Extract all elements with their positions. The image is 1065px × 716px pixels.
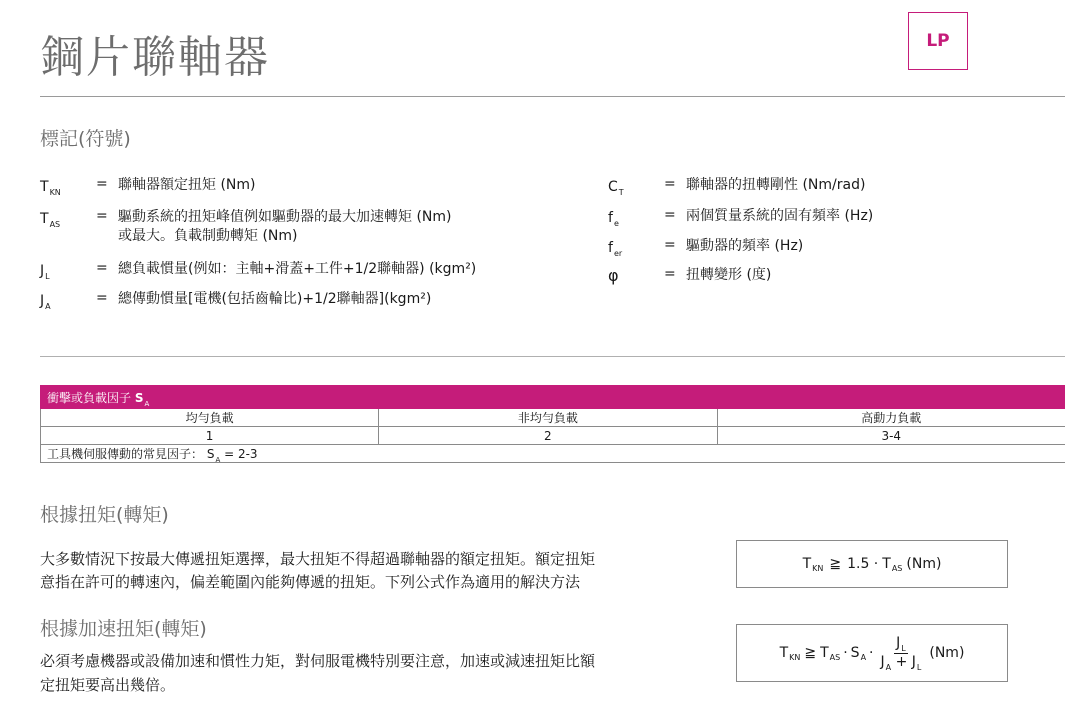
table-row xyxy=(41,427,1065,445)
formula-subscript: AS xyxy=(891,563,903,573)
symbol-subscript: e xyxy=(613,219,619,228)
symbol-definition: 總負載慣量(例如：主軸+滑蓋+工件+1/2聯軸器) (kgm²) xyxy=(118,261,477,277)
symbol-definition-cont: 或最大。負載制動轉矩 (Nm) xyxy=(118,228,298,244)
torque-paragraph-line: 大多數情況下按最大傳遞扭矩選擇，最大扭矩不得超過聯軸器的額定扭矩。額定扭矩 xyxy=(40,550,596,568)
symbol-row-jl xyxy=(40,260,50,279)
formula-subscript: A xyxy=(860,652,867,662)
table-header-cell: 高動力負載 xyxy=(717,409,1065,427)
accel-formula-box xyxy=(736,624,1008,682)
formula-subscript: L xyxy=(901,643,906,653)
note-value: = 2-3 xyxy=(224,447,258,461)
symbol: f xyxy=(608,210,613,226)
symbol-definition: 兩個質量系統的固有頻率 (Hz) xyxy=(686,208,874,224)
symbol: J xyxy=(40,263,45,279)
equals-sign: = xyxy=(664,237,676,253)
note-subscript: A xyxy=(215,456,221,464)
page-title: 鋼片聯軸器 xyxy=(40,32,270,83)
torque-formula-box xyxy=(736,540,1008,588)
accel-paragraph-line: 定扭矩要高出幾倍。 xyxy=(40,676,176,694)
formula-symbol: T xyxy=(882,556,891,572)
fraction-denominator xyxy=(881,654,922,672)
symbol-definition: 扭轉變形 (度) xyxy=(686,267,772,283)
symbol-row-ja xyxy=(40,290,51,309)
symbol-subscript: A xyxy=(45,302,51,311)
note-symbol: S xyxy=(206,447,215,461)
symbol-subscript: L xyxy=(45,272,50,281)
formula-factor: 1.5 · xyxy=(847,556,879,572)
symbol: T xyxy=(40,179,49,195)
symbol-row-ct xyxy=(608,176,624,195)
table-title-symbol: S xyxy=(134,390,144,405)
formula-symbol: S xyxy=(850,645,860,661)
table-cell: 2 xyxy=(379,427,717,445)
symbol-subscript: er xyxy=(613,249,623,258)
equals-sign: = xyxy=(96,176,108,192)
symbol-row-fe xyxy=(608,207,619,226)
table-note: 工具機伺服傳動的常見因子： xyxy=(47,447,204,461)
symbol-row-fer xyxy=(608,237,622,256)
formula-fraction xyxy=(881,635,922,672)
formula-dot: · xyxy=(869,645,874,661)
formula-subscript: KN xyxy=(812,563,824,573)
formula-symbol: T xyxy=(802,556,812,572)
formula-dot: · xyxy=(843,645,848,661)
symbol-definition: 驅動系統的扭矩峰值例如驅動器的最大加速轉矩 (Nm) xyxy=(118,209,452,225)
formula-subscript: KN xyxy=(789,652,801,662)
table-title: 衝擊或負載因子 xyxy=(47,390,132,405)
fraction-numerator xyxy=(894,635,908,654)
equals-sign: = xyxy=(664,207,676,223)
symbol: f xyxy=(608,240,613,256)
symbol-subscript: AS xyxy=(49,220,61,229)
symbols-heading: 標記(符號) xyxy=(40,128,131,150)
symbol-subscript: T xyxy=(618,188,624,197)
equals-sign: = xyxy=(664,266,676,282)
formula-operator: ≧ xyxy=(804,645,817,661)
table-title-cell xyxy=(41,386,1065,409)
symbol-definition: 聯軸器額定扭矩 (Nm) xyxy=(118,177,256,193)
title-divider xyxy=(40,96,1065,97)
symbol-definition: 總傳動慣量[電機(包括齒輪比)+1/2聯軸器](kgm²) xyxy=(118,291,432,307)
symbol-definition: 驅動器的頻率 (Hz) xyxy=(686,238,804,254)
shock-factor-table xyxy=(40,385,1065,463)
table-row xyxy=(41,409,1065,427)
formula-symbol: J xyxy=(880,653,885,670)
table-header-row xyxy=(41,386,1065,409)
equals-sign: = xyxy=(664,176,676,192)
formula-symbol: J xyxy=(896,634,901,651)
symbol: T xyxy=(40,211,49,227)
table-title-subscript: A xyxy=(144,399,150,408)
table-cell: 3-4 xyxy=(717,427,1065,445)
formula-symbol: T xyxy=(779,645,789,661)
symbol-row-tas xyxy=(40,208,60,227)
formula-subscript: A xyxy=(885,662,892,672)
equals-sign: = xyxy=(96,290,108,306)
formula-symbol: T xyxy=(820,645,829,661)
symbol: C xyxy=(608,179,618,195)
equals-sign: = xyxy=(96,208,108,224)
accel-paragraph-line: 必須考慮機器或設備加速和慣性力矩，對伺服電機特別要注意，加速或減速扭矩比額 xyxy=(40,652,596,670)
table-note-cell xyxy=(41,445,1065,463)
formula-symbol: J xyxy=(911,653,916,670)
equals-sign: = xyxy=(96,260,108,276)
formula-unit: (Nm) xyxy=(906,556,942,572)
accel-heading: 根據加速扭矩(轉矩) xyxy=(40,618,207,640)
torque-heading: 根據扭矩(轉矩) xyxy=(40,504,169,526)
table-row xyxy=(41,445,1065,463)
formula-plus: + xyxy=(895,653,908,670)
symbol-row-phi xyxy=(608,266,619,285)
product-badge: LP xyxy=(908,12,968,70)
symbol: J xyxy=(40,293,45,309)
table-header-cell: 均勻負載 xyxy=(41,409,379,427)
table-header-cell: 非均勻負載 xyxy=(379,409,717,427)
torque-paragraph-line: 意指在許可的轉速內，偏差範圍內能夠傳遞的扭矩。下列公式作為適用的解決方法 xyxy=(40,573,581,591)
formula-operator: ≧ xyxy=(829,556,842,572)
table-cell: 1 xyxy=(41,427,379,445)
symbol-definition: 聯軸器的扭轉剛性 (Nm/rad) xyxy=(686,177,866,193)
symbol-row-tkn xyxy=(40,176,61,195)
symbol-subscript: KN xyxy=(49,188,61,197)
formula-unit: (Nm) xyxy=(929,645,965,661)
section-divider xyxy=(40,356,1065,357)
formula-subscript: AS xyxy=(829,652,841,662)
formula-subscript: L xyxy=(916,662,922,672)
symbol: φ xyxy=(608,266,619,285)
